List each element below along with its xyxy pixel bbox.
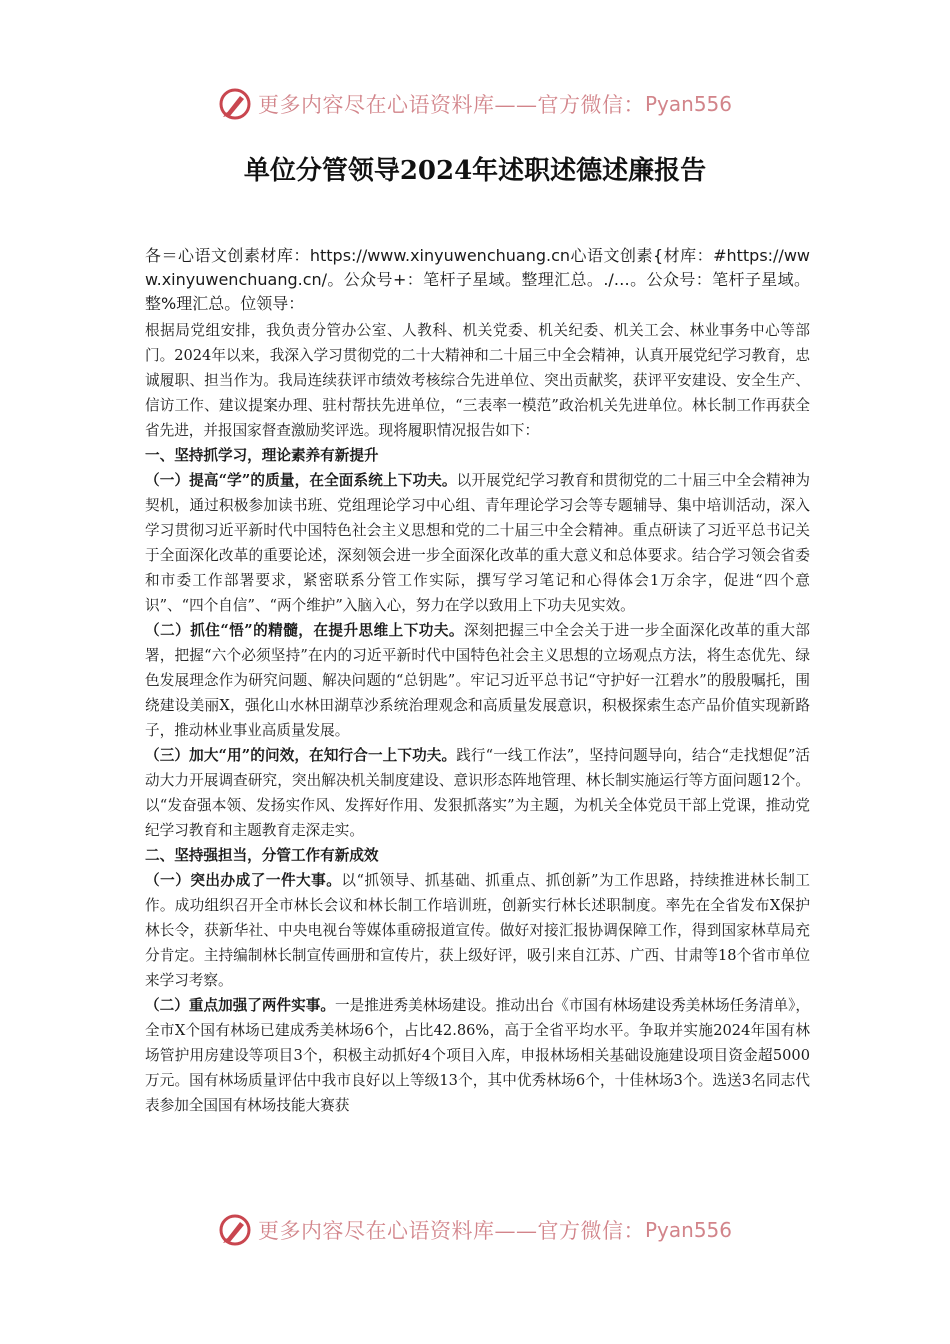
paragraph-1-1: [145, 468, 810, 618]
paragraph-text: 一是推进秀美林场建设。推动出台《市国有林场建设秀美林场任务清单》，全市X个国有林场已建成秀美林场6个，占比42.86%，高于全省平均水平。争取并实施2024年国有林场管护用房建设等项目3个，积极主动抓好4个项目入库，申报林场相关基础设施建设项目资金超5000万元。国有林场质量评估中我市良好以上等级13个，其中优秀林场6个，十佳林场3个。选送3名同志代表参加全国国有林场技能大赛获: [145, 997, 810, 1114]
pen-circle-logo-icon: [218, 1213, 252, 1247]
paragraph-text: 深刻把握三中全会关于进一步全面深化改革的重大部署，把握“六个必须坚持”在内的习近平新时代中国特色社会主义思想的立场观点方法，将生态优先、绿色发展理念作为研究问题、解决问题的“总钥匙”。牢记习近平总书记“守护好一江碧水”的殷殷嘱托，围绕建设美丽X，强化山水林田湖草沙系统治理观念和高质量发展意识，积极探索生态产品价值实现新路子，推动林业事业高质量发展。: [145, 622, 810, 739]
paragraph-lead: （一）突出办成了一件大事。: [145, 872, 342, 889]
paragraph-lead: （三）加大“用”的问效，在知行合一上下功夫。: [145, 747, 457, 764]
paragraph-text: 以开展党纪学习教育和贯彻党的二十届三中全会精神为契机，通过积极参加读书班、党组理论学习中心组、青年理论学习会等专题辅导、集中培训活动，深入学习贯彻习近平新时代中国特色社会主义思想和党的二十届三中全会精神。重点研读了习近平总书记关于全面深化改革的重要论述，深刻领会进一步全面深化改革的重大意义和总体要求。结合学习领会省委和市委工作部署要求，紧密联系分管工作实际，撰写学习笔记和心得体会1万余字，促进“四个意识”、“四个自信”、“两个维护”入脑入心，努力在学以致用上下功夫见实效。: [145, 472, 810, 614]
paragraph-text: 以“抓领导、抓基础、抓重点、抓创新”为工作思路，持续推进林长制工作。成功组织召开全市林长会议和林长制工作培训班，创新实行林长述职制度。率先在全省发布X保护林长令，获新华社、中央电视台等媒体重磅报道宣传。做好对接汇报协调保障工作，得到国家林草局充分肯定。主持编制林长制宣传画册和宣传片，获上级好评，吸引来自江苏、广西、甘肃等18个省市单位来学习考察。: [145, 872, 810, 989]
paragraph-1-2: [145, 618, 810, 743]
section-heading-1: 一、坚持抓学习，理论素养有新提升: [145, 447, 379, 464]
pen-circle-logo-icon: [218, 87, 252, 121]
paragraph-lead: （二）重点加强了两件实事。: [145, 997, 335, 1014]
watermark-banner-bottom: [0, 1208, 950, 1252]
paragraph-2-2: [145, 993, 810, 1118]
document-body: [145, 244, 810, 1118]
watermark-wechat-id: Pyan556: [644, 1218, 732, 1242]
intro-paragraph: 根据局党组安排，我负责分管办公室、人教科、机关党委、机关纪委、机关工会、林业事务中心等部门。2024年以来，我深入学习贯彻党的二十大精神和二十届三中全会精神，认真开展党纪学习教育，忠诚履职、担当作为。我局连续获评市绩效考核综合先进单位、突出贡献奖，获评平安建设、安全生产、信访工作、建议提案办理、驻村帮扶先进单位，“三表率一模范”政治机关先进单位。林长制工作再获全省先进，并报国家督查激励奖评选。现将履职情况报告如下：: [145, 322, 810, 439]
paragraph-1-3: [145, 743, 810, 843]
paragraph-lead: （一）提高“学”的质量，在全面系统上下功夫。: [145, 472, 457, 489]
paragraph-lead: （二）抓住“悟”的精髓，在提升思维上下功夫。: [145, 622, 464, 639]
watermark-text: 更多内容尽在心语资料库——官方微信：: [257, 93, 645, 117]
watermark-wechat-id: Pyan556: [644, 92, 732, 116]
watermark-text: 更多内容尽在心语资料库——官方微信：: [257, 1219, 645, 1243]
section-heading-2: 二、坚持强担当，分管工作有新成效: [145, 847, 379, 864]
paragraph-text: 践行“一线工作法”，坚持问题导向，结合“走找想促”活动大力开展调查研究，突出解决机关制度建设、意识形态阵地管理、林长制实施运行等方面问题12个。以“发奋强本领、发扬实作风、发挥好作用、发狠抓落实”为主题，为机关全体党员干部上党课，推动党纪学习教育和主题教育走深走实。: [145, 747, 810, 839]
document-title: 单位分管领导2024年述职述德述廉报告: [243, 156, 707, 186]
paragraph-2-1: [145, 868, 810, 993]
watermark-banner-top: [0, 82, 950, 126]
salutation: 各＝心语文创素材库：https://www.xinyuwenchuang.cn心语文创素{材库：#https://www.xinyuwenchuang.cn/。公众号+：笔杆子星域。整理汇总。./…。公众号：笔杆子星域。整%理汇总。位领导：: [145, 246, 810, 313]
